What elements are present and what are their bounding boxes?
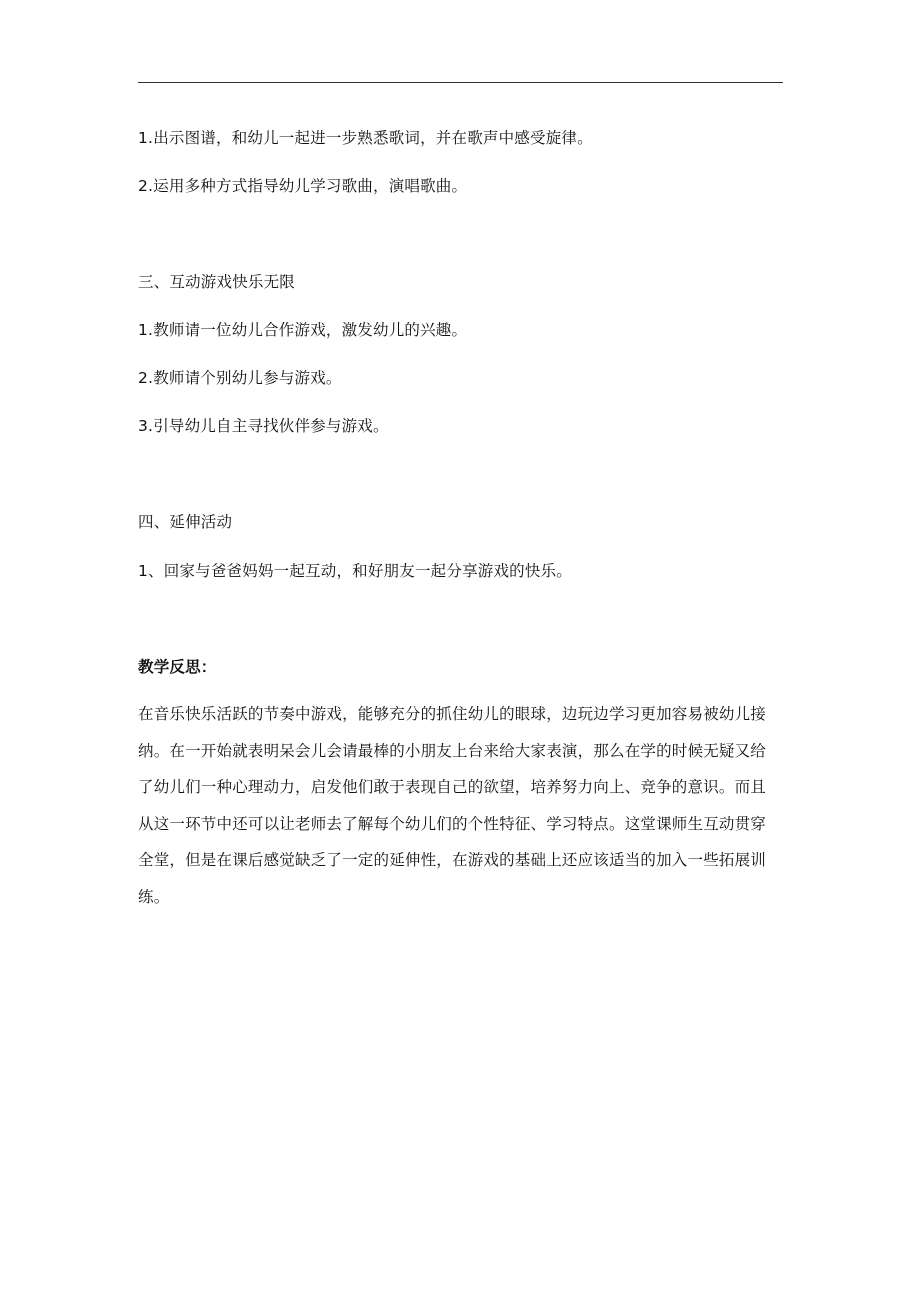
list-item: 1.教师请一位幼儿合作游戏，激发幼儿的兴趣。 <box>138 321 468 339</box>
paragraph-line: 在音乐快乐活跃的节奏中游戏，能够充分的抓住幼儿的眼球，边玩边学习更加容易被幼儿接 <box>138 705 767 723</box>
list-item: 1、回家与爸爸妈妈一起互动，和好朋友一起分享游戏的快乐。 <box>138 562 572 580</box>
paragraph-line: 全堂，但是在课后感觉缺乏了一定的延伸性，在游戏的基础上还应该适当的加入一些拓展训 <box>138 851 767 869</box>
list-item: 2.教师请个别幼儿参与游戏。 <box>138 369 342 387</box>
section-heading: 四、延伸活动 <box>138 513 233 531</box>
paragraph-line: 了幼儿们一种心理动力，启发他们敢于表现自己的欲望，培养努力向上、竞争的意识。而且 <box>138 778 767 796</box>
reflection-paragraph <box>138 704 788 923</box>
header-divider <box>138 82 783 83</box>
step-item: 1.出示图谱，和幼儿一起进一步熟悉歌词，并在歌声中感受旋律。 <box>138 129 593 147</box>
paragraph-line: 从这一环节中还可以让老师去了解每个幼儿们的个性特征、学习特点。这堂课师生互动贯穿 <box>138 814 767 833</box>
paragraph-line: 纳。在一开始就表明呆会儿会请最棒的小朋友上台来给大家表演，那么在学的时候无疑又给 <box>138 741 767 760</box>
paragraph-line: 练。 <box>138 887 170 906</box>
reflection-title: 教学反思： <box>138 658 217 676</box>
step-item: 2.运用多种方式指导幼儿学习歌曲，演唱歌曲。 <box>138 177 468 195</box>
section-heading: 三、互动游戏快乐无限 <box>138 273 296 291</box>
list-item: 3.引导幼儿自主寻找伙伴参与游戏。 <box>138 417 389 435</box>
